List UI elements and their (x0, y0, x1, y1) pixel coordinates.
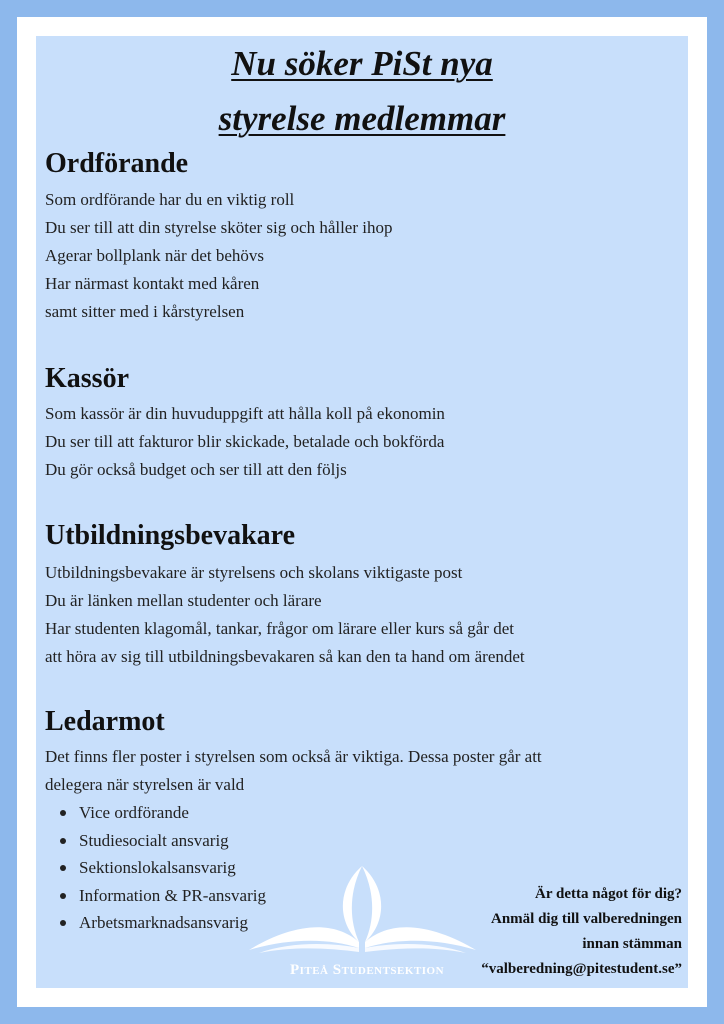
cta-email: “valberedning@pitestudent.se” (481, 961, 682, 977)
ordforande-line: Som ordförande har du en viktig roll (45, 190, 295, 209)
poster-title-line-2: styrelse medlemmar (218, 99, 506, 138)
list-item: Sektionslokalsansvarig (60, 858, 266, 886)
cta-line: Är detta något för dig? (535, 886, 682, 902)
list-item: Vice ordförande (60, 803, 266, 831)
utbildning-line: Du är länken mellan studenter och lärare (45, 591, 322, 610)
logo-text: Piteå Studentsektion (289, 962, 445, 978)
ledamot-line: Det finns fler poster i styrelsen som också är viktiga. Dessa poster går att (45, 747, 542, 766)
ordforande-line: Har närmast kontakt med kåren (45, 274, 260, 293)
open-book-flame-icon (245, 862, 480, 957)
ordforande-line: samt sitter med i kårstyrelsen (45, 302, 245, 321)
list-item: Arbetsmarknadsansvarig (60, 913, 266, 941)
utbildning-line: Utbildningsbevakare är styrelsens och skolans viktigaste post (45, 563, 463, 582)
utbildning-line: att höra av sig till utbildningsbevakaren så kan den ta hand om ärendet (45, 647, 525, 666)
utbildning-line: Har studenten klagomål, tankar, frågor om lärare eller kurs så går det (45, 619, 514, 638)
kassor-line: Du ser till att fakturor blir skickade, betalade och bokförda (45, 432, 445, 451)
cta-line: innan stämman (582, 936, 682, 952)
cta-line: Anmäl dig till valberedningen (490, 911, 682, 927)
poster-title-line-1: Nu söker PiSt nya (231, 44, 493, 83)
heading-utbildningsbevakare: Utbildningsbevakare (45, 520, 295, 551)
list-item: Information & PR-ansvarig (60, 886, 266, 914)
kassor-line: Du gör också budget och ser till att den följs (45, 460, 347, 479)
heading-ledamot: Ledarmot (45, 706, 165, 737)
list-item: Studiesocialt ansvarig (60, 831, 266, 859)
heading-ordforande: Ordförande (45, 148, 189, 179)
kassor-line: Som kassör är din huvuduppgift att hålla koll på ekonomin (45, 404, 445, 423)
ledamot-bullet-list (60, 803, 266, 941)
ordforande-line: Agerar bollplank när det behövs (45, 246, 265, 265)
heading-kassor: Kassör (45, 363, 129, 394)
ledamot-line: delegera när styrelsen är vald (45, 775, 245, 794)
ordforande-line: Du ser till att din styrelse sköter sig och håller ihop (45, 218, 393, 237)
